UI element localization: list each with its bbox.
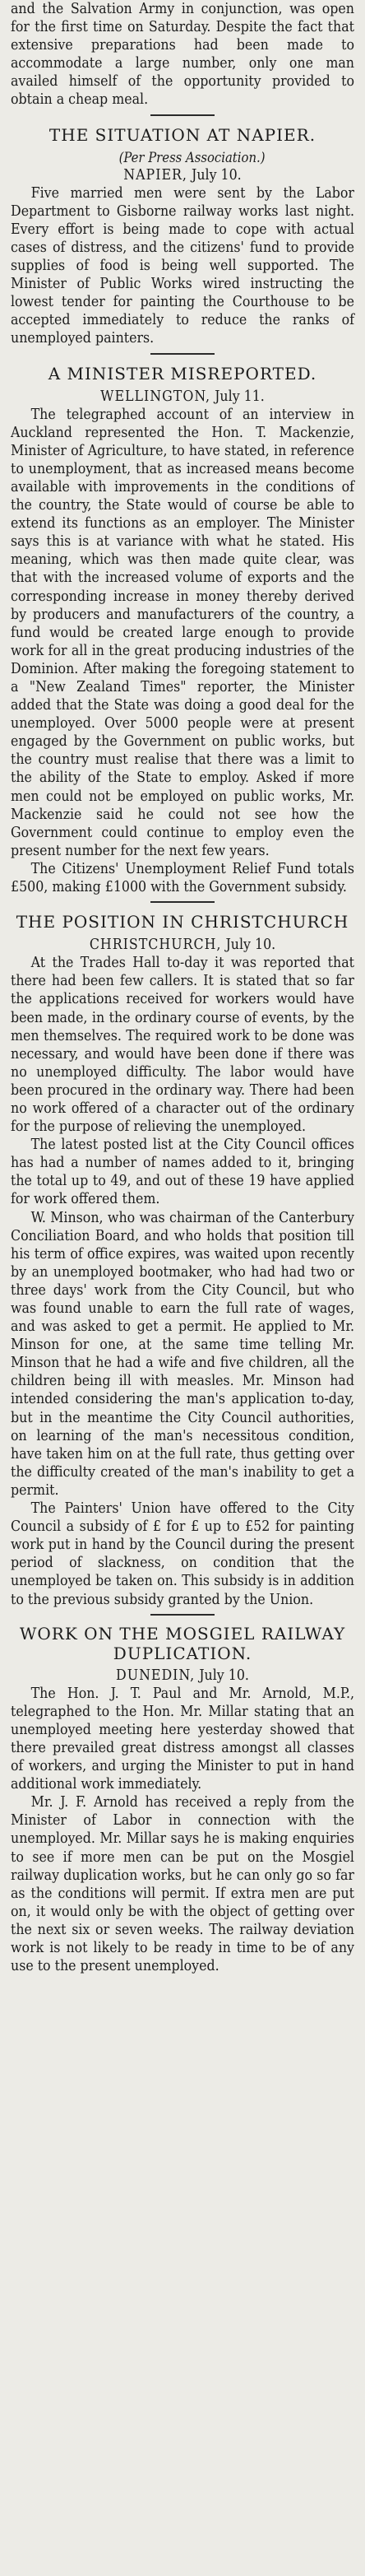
article-paragraph: The Hon. J. T. Paul and Mr. Arnold, M.P., telegraphed to the Hon. Mr. Millar stating that an unemployed meeting here yesterday showed that there prevailed great distress amongst all classes of workers, and urging the Minister to put in hand additional work immediately.: [11, 1685, 354, 1793]
article-heading: A MINISTER MISREPORTED.: [48, 363, 317, 384]
dateline-place: NAPIER,: [123, 166, 187, 184]
section-divider: [150, 1614, 215, 1616]
article-paragraph: At the Trades Hall to-day it was reported that there had been few callers. It is stated that so far the applications received for workers would have been made, in the ordinary course of events, by the men themselves. The required work to be done was necessary, and would have been done if there was no unemployed difficulty. The labor would have been procured in the ordinary way. There had been no work offered of a character out of the ordinary for the purpose of relieving the unemployed.: [11, 955, 354, 1136]
article-paragraph: Mr. J. F. Arnold has received a reply from the Minister of Labor in connection with the unemployed. Mr. Millar says he is making enquiries to see if more men can be put on the Mosgiel railway duplication works, but he can only go so far as the conditions will permit. If extra men are put on, it would only be with the object of getting over the next six or seven weeks. The railway deviation work is not likely to be ready in time to be of any use to the present unemployed.: [11, 1794, 354, 1975]
article-paragraph: W. Minson, who was chairman of the Canterbury Conciliation Board, and who holds that position till his term of office expires, was waited upon recently by an unemployed bootmaker, who had had two or three days' work from the City Council, but who was found unable to earn the full rate of wages, and was asked to get a permit. He applied to Mr. Minson for one, at the same time telling Mr. Minson that he had a wife and five children, all the children being ill with measles. Mr. Minson had intended considering the man's application to-day, but in the meantime the City Council authorities, on learning of the man's necessitous condition, have taken him on at the full rate, thus getting over the difficulty created of the man's inability to get a permit.: [11, 1209, 354, 1499]
newspaper-column: [6, 0, 359, 1975]
article-dateline: [11, 166, 354, 184]
press-byline: (Per Press Association.): [118, 149, 266, 165]
dateline-date: July 11.: [215, 388, 265, 405]
article-dateline: [11, 936, 354, 954]
article-heading: THE POSITION IN CHRISTCHURCH: [16, 912, 349, 932]
section-divider: [150, 901, 215, 903]
article-paragraph: The Painters' Union have offered to the City Council a subsidy of £ for £ up to £52 for painting work put in hand by the Council during the present period of slackness, on condition that the unemployed be taken on. This subsidy is in addition to the previous subsidy granted by the Union.: [11, 1500, 354, 1608]
section-divider: [150, 353, 215, 355]
napier-article: [11, 124, 354, 348]
intro-section: [11, 0, 354, 109]
article-dateline: [11, 1667, 354, 1685]
article-paragraph: The telegraphed account of an interview in Auckland represented the Hon. T. Mackenzie, Minister of Agriculture, to have stated, in reference to unemployment, that as increased means become available with improvements in the conditions of the country, the State would of course be able to extend its functions as an employer. The Minister says this is at variance with what he stated. His meaning, which was then made quite clear, was that with the increased volume of exports and the corresponding increase in money thereby derived by producers and manufacturers of the country, a fund would be created large enough to provide work for all in the great producing industries of the Dominion. After making the foregoing statement to a "New Zealand Times" reporter, the Minister added that the State was doing a good deal for the unemployed. Over 5000 people were at present engaged by the Government on public works, but the country must realise that there was a limit to the ability of the State to employ. Asked if more men could not be employed on public works, Mr. Mackenzie said he could not see how the Government could continue to employ even the present number for the next few years.: [11, 406, 354, 859]
article-heading: WORK ON THE MOSGIEL RAILWAY DUPLICATION.: [19, 1623, 346, 1663]
article-paragraph: Five married men were sent by the Labor Department to Gisborne railway works last night. Every effort is being made to cope with actual cases of distress, and the citizens' fund to provide supplies of food is being well supported. The Minister of Public Works wired instructing the lowest tender for painting the Courthouse to be accepted immediately to reduce the ranks of unemployed painters.: [11, 184, 354, 347]
section-divider: [150, 114, 215, 116]
dateline-place: WELLINGTON,: [100, 388, 211, 405]
article-paragraph: The Citizens' Unemployment Relief Fund totals £500, making £1000 with the Government subsidy.: [11, 860, 354, 896]
article-heading: THE SITUATION AT NAPIER.: [49, 124, 316, 145]
dateline-date: July 10.: [225, 937, 276, 954]
minister-article: [11, 363, 354, 897]
article-paragraph: The latest posted list at the City Council offices has had a number of names added to it, bringing the total up to 49, and out of these 19 have applied for work offered them.: [11, 1137, 354, 1208]
dateline-place: CHRISTCHURCH,: [89, 937, 222, 954]
intro-paragraph: and the Salvation Army in conjunction, was open for the first time on Saturday. Despite the fact that extensive preparations had been made to accommodate a large number, only one man availed himself of the opportunity provided to obtain a cheap meal.: [11, 1, 354, 109]
article-dateline: [11, 388, 354, 406]
mosgiel-article: [11, 1624, 354, 1976]
dateline-date: July 10.: [199, 1667, 249, 1684]
dateline-place: DUNEDIN,: [116, 1667, 196, 1684]
dateline-date: July 10.: [191, 166, 242, 184]
christchurch-article: [11, 911, 354, 1608]
